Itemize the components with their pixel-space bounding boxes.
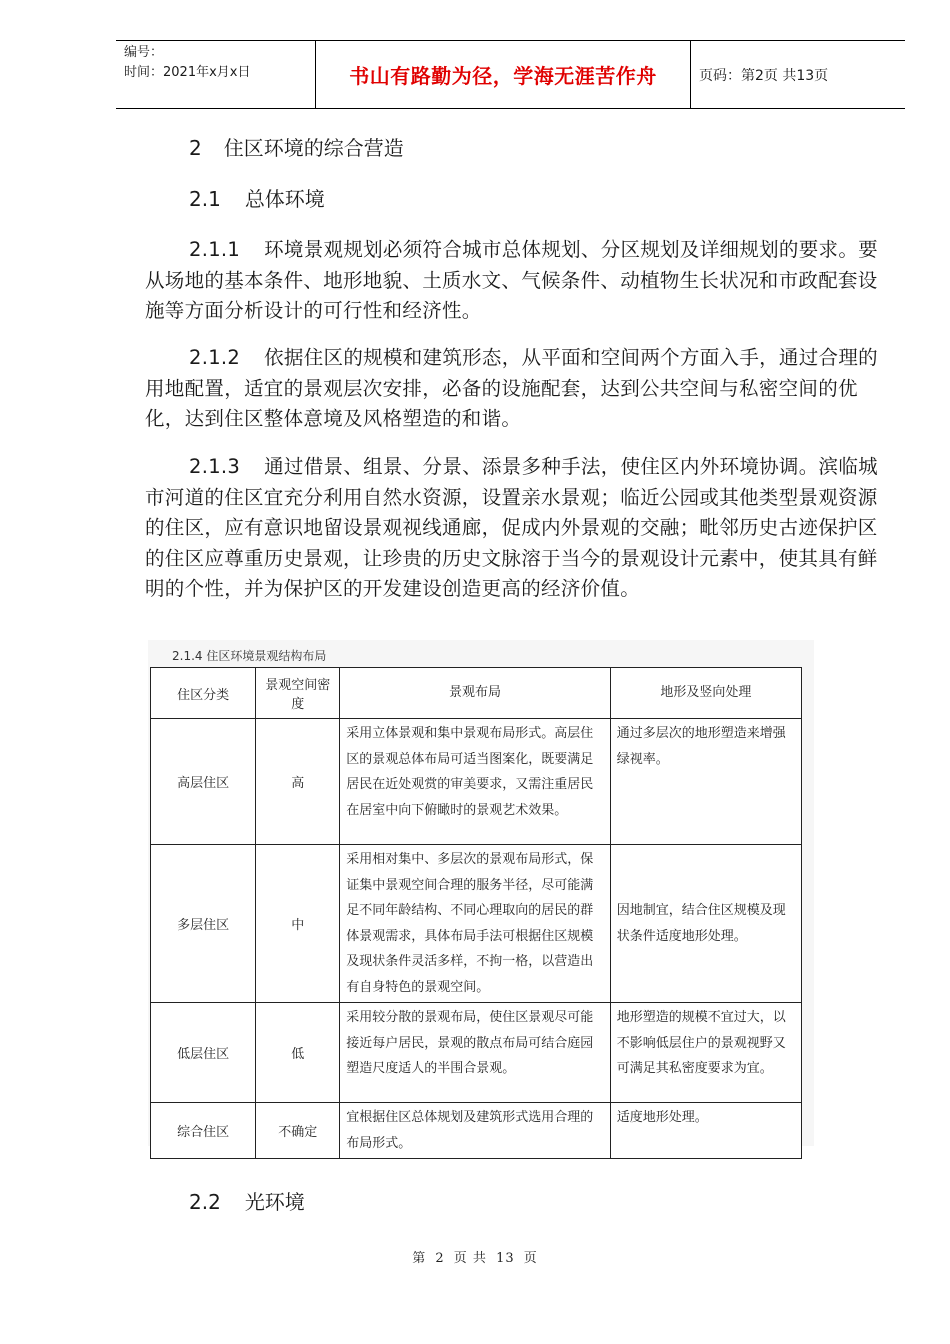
- cell-density: 不确定: [256, 1103, 340, 1159]
- paragraph-2-1-3: [145, 452, 885, 605]
- paragraph-number: 2.1.3: [189, 455, 241, 478]
- table-header-row: [151, 668, 802, 719]
- column-header: 地形及竖向处理: [610, 668, 801, 719]
- cell-terrain: 因地制宜，结合住区规模及现状条件适度地形处理。: [610, 845, 801, 1003]
- cell-terrain: 通过多层次的地形塑造来增强绿视率。: [610, 719, 801, 845]
- cell-layout: 采用相对集中、多层次的景观布局形式，保证集中景观空间合理的服务半径，尽可能满足不同年龄结构、不同心理取向的居民的群体景观需求，具体布局手法可根据住区规模及现状条件灵活多样，不拘一格，以营造出有自身特色的景观空间。: [340, 845, 610, 1003]
- paragraph-number: 2.1.2: [189, 346, 241, 369]
- header-divider: [690, 41, 691, 108]
- paragraph-text: 依据住区的规模和建筑形态，从平面和空间两个方面入手，通过合理的用地配置，适宜的景观层次安排，必备的设施配套，达到公共空间与私密空间的优化，达到住区整体意境及风格塑造的和谐。: [145, 346, 878, 430]
- table-row: [151, 845, 802, 1003]
- paragraph-text: 通过借景、组景、分景、添景多种手法，使住区内外环境协调。滨临城市河道的住区宜充分利用自然水资源，设置亲水景观；临近公园或其他类型景观资源的住区，应有意识地留设景观视线通廊，促成内外景观的交融；毗邻历史古迹保护区的住区应尊重历史景观，让珍贵的历史文脉溶于当今的景观设计元素中，使其具有鲜明的个性，并为保护区的开发建设创造更高的经济价值。: [145, 455, 878, 600]
- header-motto: 书山有路勤为径，学海无涯苦作舟: [349, 64, 657, 88]
- header-page-label: 页码：第2页 共13页: [699, 67, 829, 84]
- section-number: 2: [189, 136, 202, 160]
- cell-type: 综合住区: [151, 1103, 256, 1159]
- subsection-title: 总体环境: [244, 187, 325, 211]
- paragraph-2-1-2: [145, 343, 885, 435]
- landscape-structure-table: [150, 667, 802, 1159]
- cell-type: 多层住区: [151, 845, 256, 1003]
- cell-layout: 宜根据住区总体规划及建筑形式选用合理的布局形式。: [340, 1103, 610, 1159]
- column-header: 住区分类: [151, 668, 256, 719]
- page-footer: [0, 1247, 950, 1266]
- subsection-number: 2.1: [189, 187, 221, 211]
- footer-page-number: 2: [435, 1251, 445, 1266]
- subsection-heading: [189, 1188, 305, 1216]
- paragraph-number: 2.1.1: [189, 238, 241, 261]
- table-caption: 2.1.4 住区环境景观结构布局: [172, 649, 327, 663]
- table-row: [151, 719, 802, 845]
- cell-type: 低层住区: [151, 1003, 256, 1103]
- cell-layout: 采用较分散的景观布局，使住区景观尽可能接近每户居民，景观的散点布局可结合庭园塑造尺度适人的半围合景观。: [340, 1003, 610, 1103]
- page-header: [116, 40, 905, 109]
- column-header: 景观空间密 度: [256, 668, 340, 719]
- paragraph-text: 环境景观规划必须符合城市总体规划、分区规划及详细规划的要求。要从场地的基本条件、地形地貌、土质水文、气候条件、动植物生长状况和市政配套设施等方面分析设计的可行性和经济性。: [145, 238, 878, 322]
- cell-terrain: 地形塑造的规模不宜过大，以不影响低层住户的景观视野又可满足其私密度要求为宜。: [610, 1003, 801, 1103]
- paragraph-2-1-1: [145, 235, 885, 327]
- subsection-title: 光环境: [244, 1190, 305, 1214]
- table-row: [151, 1003, 802, 1103]
- cell-density: 高: [256, 719, 340, 845]
- footer-suffix: 页: [523, 1251, 538, 1266]
- document-number-label: 编号：: [124, 45, 164, 60]
- cell-type: 高层住区: [151, 719, 256, 845]
- subsection-heading: [189, 185, 325, 213]
- cell-layout: 采用立体景观和集中景观布局形式。高层住区的景观总体布局可适当图案化，既要满足居民在近处观赏的审美要求，又需注重居民在居室中向下俯瞰时的景观艺术效果。: [340, 719, 610, 845]
- cell-density: 中: [256, 845, 340, 1003]
- subsection-number: 2.2: [189, 1190, 221, 1214]
- footer-prefix: 第: [412, 1251, 427, 1266]
- header-meta: [124, 43, 314, 83]
- footer-total-pages: 13: [496, 1251, 515, 1266]
- column-header: 景观布局: [340, 668, 610, 719]
- cell-terrain: 适度地形处理。: [610, 1103, 801, 1159]
- footer-mid: 页 共: [453, 1251, 487, 1266]
- document-time-label: 时间：2021年x月x日: [124, 65, 251, 80]
- table-row: [151, 1103, 802, 1159]
- section-title: 住区环境的综合营造: [223, 136, 404, 160]
- section-heading: [189, 134, 404, 162]
- cell-density: 低: [256, 1003, 340, 1103]
